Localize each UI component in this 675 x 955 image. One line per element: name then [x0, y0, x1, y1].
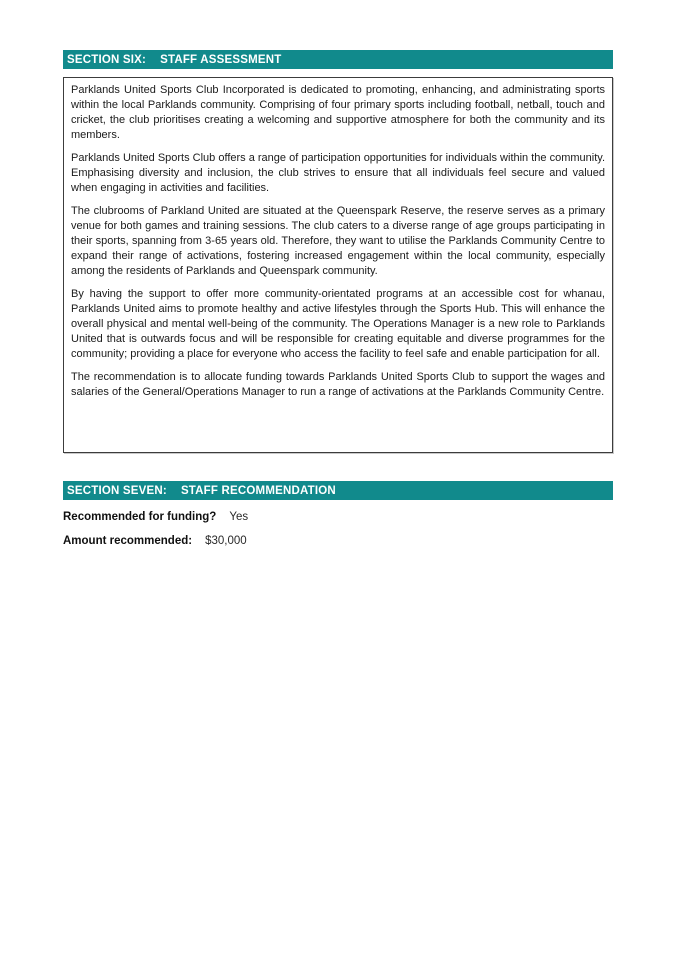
section-seven-title: STAFF RECOMMENDATION	[180, 484, 336, 497]
section-seven-header-bar	[63, 481, 613, 500]
assessment-paragraph: By having the support to offer more community-orientated programs at an accessible cost for whanau, Parklands United aims to promote healthy and active lifestyles through the Sports Hub. This will enhance the overall physical and mental well-being of the community. The Operations Manager is a new role to Parklands United that is outwards focus and will be responsible for creating equitable and diverse programmes for the community; providing a place for everyone who access the facility to feel safe and enable participation for all.	[71, 288, 605, 360]
assessment-paragraph: Parklands United Sports Club Incorporated is dedicated to promoting, enhancing, and administrating sports within the local Parklands community. Comprising of four primary sports including football, netball, touch and cricket, the club prioritises creating a welcoming and supportive atmosphere for both the community and its members.	[71, 84, 605, 141]
amount-recommended-row	[63, 535, 613, 548]
amount-recommended-label: Amount recommended:	[63, 535, 193, 547]
assessment-paragraph: The clubrooms of Parkland United are situated at the Queenspark Reserve, the reserve serves as a primary venue for both games and training sessions. The club caters to a diverse range of age groups participating in their sports, spanning from 3-65 years old. Therefore, they want to utilise the Parklands Community Centre to expand their range of activations, fostering increased engagement within the local community, especially among the residents of Parklands and Queenspark community.	[71, 205, 605, 277]
recommended-for-funding-row	[63, 511, 613, 524]
document-page	[63, 0, 613, 548]
section-seven-label: SECTION SEVEN:	[67, 484, 167, 497]
assessment-paragraph: The recommendation is to allocate funding towards Parklands United Sports Club to support the wages and salaries of the General/Operations Manager to run a range of activations at the Parklands Community Centre.	[71, 371, 605, 398]
section-six-title: STAFF ASSESSMENT	[160, 53, 282, 66]
recommended-for-funding-label: Recommended for funding?	[63, 511, 217, 523]
staff-assessment-textbox	[63, 77, 613, 453]
section-six-label: SECTION SIX:	[67, 53, 147, 66]
section-six-header-bar	[63, 50, 613, 69]
assessment-paragraph: Parklands United Sports Club offers a range of participation opportunities for individuals within the community. Emphasising diversity and inclusion, the club strives to ensure that all individuals feel secure and valued when engaging in activities and facilities.	[71, 152, 605, 194]
amount-recommended-value: $30,000	[205, 535, 247, 547]
recommended-for-funding-value: Yes	[229, 511, 249, 523]
